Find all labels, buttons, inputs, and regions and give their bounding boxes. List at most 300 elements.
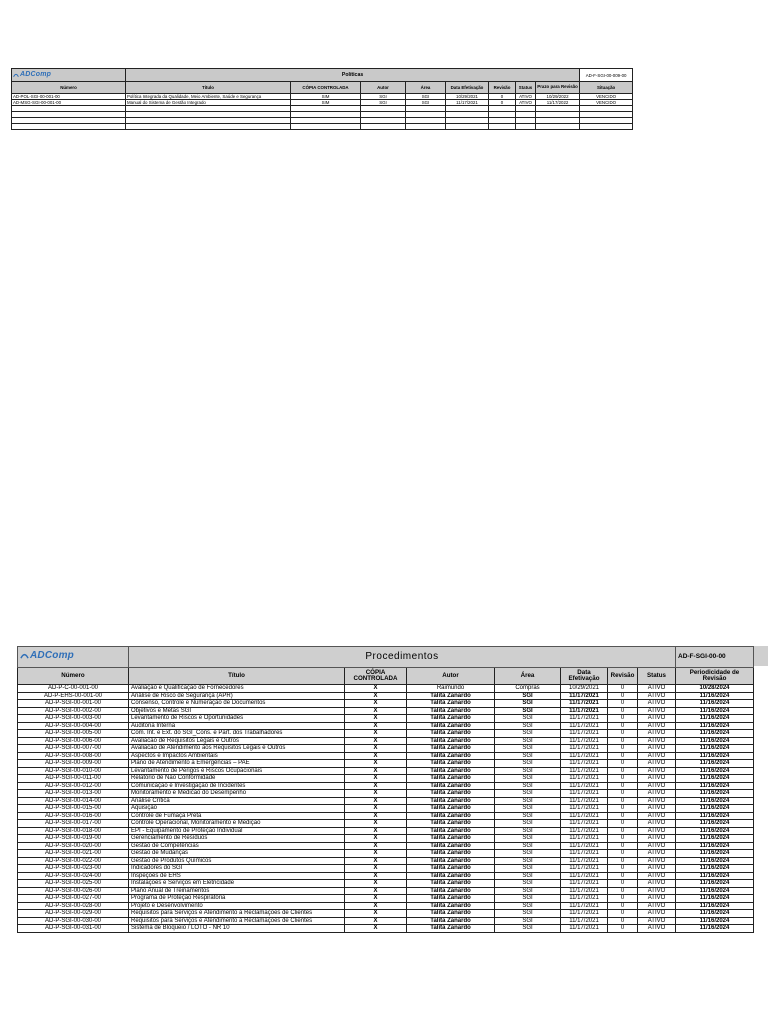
table-cell: 0 [608, 820, 638, 828]
table-cell: 0 [608, 707, 638, 715]
table-cell: 11/16/2024 [676, 842, 754, 850]
table-cell: Talita Zanardo [407, 872, 495, 880]
table-cell: 11/17/2021 [561, 760, 608, 768]
table-cell: AD-P-SGI-00-017-00 [18, 820, 129, 828]
col-titulo: Título [126, 82, 291, 94]
table-cell: X [345, 737, 407, 745]
table-cell: 0 [608, 805, 638, 813]
table-cell: AD-P-SGI-00-013-00 [18, 790, 129, 798]
table-cell: 11/17/2022 [536, 100, 580, 106]
table-row [18, 775, 754, 783]
table-cell: AD-P-SGI-00-003-00 [18, 715, 129, 723]
table-cell: 11/16/2024 [676, 715, 754, 723]
table-row [18, 827, 754, 835]
table-cell: 0 [608, 722, 638, 730]
table-cell: 0 [608, 752, 638, 760]
table-cell: SGI [495, 917, 561, 925]
table-cell: X [345, 842, 407, 850]
empty-cell [580, 124, 633, 130]
politicas-logo-cell [12, 69, 126, 82]
table-row [18, 685, 754, 693]
table-cell: ATIVO [638, 752, 676, 760]
table-cell: 0 [608, 827, 638, 835]
procedimentos-body [18, 685, 754, 933]
col-data-efetivacao: Data Efetivação [446, 82, 489, 94]
table-cell: ATIVO [638, 775, 676, 783]
table-cell: ATIVO [638, 842, 676, 850]
table-cell: ATIVO [638, 857, 676, 865]
table-cell: 11/16/2024 [676, 887, 754, 895]
table-cell: SGI [495, 857, 561, 865]
table-cell: Sistema de Bloqueio / LOTO - NR 10 [129, 925, 345, 933]
table-cell: Gestão de Produtos Químicos [129, 857, 345, 865]
table-cell: 11/16/2024 [676, 895, 754, 903]
table-cell: 11/17/2021 [561, 812, 608, 820]
table-cell: Talita Zanardo [407, 910, 495, 918]
table-cell: 11/16/2024 [676, 745, 754, 753]
table-cell: X [345, 917, 407, 925]
table-row [18, 692, 754, 700]
table-cell: 11/17/2021 [561, 752, 608, 760]
table-cell: X [345, 715, 407, 723]
table-cell: X [345, 865, 407, 873]
table-cell: SGI [495, 842, 561, 850]
table-cell: SGI [495, 887, 561, 895]
table-cell: ATIVO [638, 730, 676, 738]
table-cell: Talita Zanardo [407, 730, 495, 738]
table-cell: ATIVO [638, 685, 676, 693]
table-cell: ATIVO [638, 917, 676, 925]
table-cell: ATIVO [638, 745, 676, 753]
table-cell: 11/17/2021 [561, 872, 608, 880]
col-area: Área [406, 82, 446, 94]
table-cell: X [345, 745, 407, 753]
table-cell: Talita Zanardo [407, 812, 495, 820]
table-row [18, 797, 754, 805]
col-prazo-revisao: Prazo para Revisão [536, 82, 580, 94]
table-cell: ATIVO [638, 700, 676, 708]
table-cell: Talita Zanardo [407, 902, 495, 910]
procedimentos-doc-code: AD-F-SGI-00-00 [676, 647, 754, 668]
table-row [18, 805, 754, 813]
table-cell: SGI [495, 737, 561, 745]
table-cell: AD-P-SGI-00-021-00 [18, 850, 129, 858]
table-cell: Talita Zanardo [407, 887, 495, 895]
table-cell: AD-P-SGI-00-009-00 [18, 760, 129, 768]
table-cell: AD-P-SGI-00-002-00 [18, 707, 129, 715]
table-cell: 11/17/2021 [561, 767, 608, 775]
table-cell: VENCIDO [580, 94, 633, 100]
procedimentos-header-row [18, 668, 754, 685]
table-cell: Talita Zanardo [407, 715, 495, 723]
table-cell: AD-P-SGI-00-019-00 [18, 835, 129, 843]
table-row [18, 722, 754, 730]
table-cell: Talita Zanardo [407, 917, 495, 925]
table-cell: 11/16/2024 [676, 917, 754, 925]
procedimentos-title: Procedimentos [129, 647, 676, 668]
table-cell: SGI [495, 730, 561, 738]
table-cell: 11/17/2021 [561, 895, 608, 903]
table-row [18, 737, 754, 745]
table-cell: X [345, 692, 407, 700]
table-row [18, 872, 754, 880]
table-cell: 10/29/2021 [561, 685, 608, 693]
table-cell: SGI [495, 745, 561, 753]
table-cell: 0 [608, 700, 638, 708]
table-cell: Gerenciamento de Resíduos [129, 835, 345, 843]
table-cell: SIM [291, 94, 361, 100]
procedimentos-logo-cell [18, 647, 129, 668]
table-cell: Talita Zanardo [407, 722, 495, 730]
empty-cell [406, 124, 446, 130]
table-cell: Gestão de Competências [129, 842, 345, 850]
table-cell: 0 [489, 100, 516, 106]
table-cell: 11/17/2021 [561, 835, 608, 843]
table-cell: Talita Zanardo [407, 865, 495, 873]
table-cell: Talita Zanardo [407, 835, 495, 843]
col-data-efetivacao: Data Efetivação [561, 668, 608, 685]
table-cell: Talita Zanardo [407, 692, 495, 700]
table-cell: AD-P-SGI-00-005-00 [18, 730, 129, 738]
table-row [18, 745, 754, 753]
table-cell: SGI [495, 715, 561, 723]
table-cell: Indicadores do SGI [129, 865, 345, 873]
table-cell: 11/16/2024 [676, 910, 754, 918]
table-cell: 11/16/2024 [676, 767, 754, 775]
table-cell: 11/16/2024 [676, 737, 754, 745]
table-cell: Talita Zanardo [407, 707, 495, 715]
col-periodicidade-revisao: Periodicidade de Revisão [676, 668, 754, 685]
table-cell: 11/16/2024 [676, 752, 754, 760]
table-cell: 11/16/2024 [676, 722, 754, 730]
table-cell: AD-P-SGI-00-022-00 [18, 857, 129, 865]
table-cell: AD-P-SGI-00-018-00 [18, 827, 129, 835]
table-cell: VENCIDO [580, 100, 633, 106]
table-cell: Talita Zanardo [407, 797, 495, 805]
procedimentos-table [17, 646, 754, 933]
table-cell: 0 [608, 887, 638, 895]
table-cell: 11/17/2021 [561, 730, 608, 738]
table-cell: Consenso, Controle e Numeração de Documentos [129, 700, 345, 708]
table-cell: Análise de Risco de Segurança (APR) [129, 692, 345, 700]
table-cell: 0 [608, 850, 638, 858]
table-cell: Talita Zanardo [407, 805, 495, 813]
table-cell: Política Integrada da Qualidade, Meio Ambiente, Saúde e Segurança [126, 94, 291, 100]
table-cell: 0 [608, 692, 638, 700]
table-cell: Talita Zanardo [407, 745, 495, 753]
table-cell: 11/17/2021 [561, 842, 608, 850]
table-cell: 11/16/2024 [676, 782, 754, 790]
table-cell: SGI [406, 94, 446, 100]
col-status: Status [638, 668, 676, 685]
table-cell: X [345, 685, 407, 693]
table-cell: 11/17/2021 [561, 692, 608, 700]
table-cell: AD-P-SGI-00-016-00 [18, 812, 129, 820]
table-cell: 11/17/2021 [561, 902, 608, 910]
table-row [18, 865, 754, 873]
table-cell: ATIVO [638, 895, 676, 903]
table-cell: Avaliacao de Atendimento aos Requisitos Legais e Outros [129, 745, 345, 753]
table-row [18, 790, 754, 798]
table-cell: SGI [361, 94, 406, 100]
adcomp-logo-icon [20, 651, 29, 660]
table-cell: SGI [495, 895, 561, 903]
table-cell: AD-P-C-00-001-00 [18, 685, 129, 693]
table-cell: 11/17/2021 [561, 745, 608, 753]
table-cell: 11/16/2024 [676, 775, 754, 783]
table-cell: Levantamento de Perigos e Riscos Ocupacionais [129, 767, 345, 775]
table-cell: 11/17/2021 [561, 857, 608, 865]
table-cell: Talita Zanardo [407, 850, 495, 858]
table-cell: 11/17/2021 [446, 100, 489, 106]
table-cell: 0 [608, 835, 638, 843]
table-cell: Talita Zanardo [407, 857, 495, 865]
table-row [18, 707, 754, 715]
table-cell: Talita Zanardo [407, 700, 495, 708]
table-cell: 11/17/2021 [561, 715, 608, 723]
table-cell: 0 [608, 895, 638, 903]
empty-cell [489, 124, 516, 130]
table-cell: 11/16/2024 [676, 790, 754, 798]
table-cell: ATIVO [638, 812, 676, 820]
table-cell: Controle Operacional, Monitoramento e Medição [129, 820, 345, 828]
table-cell: Instalações e Serviços em Eletricidade [129, 880, 345, 888]
table-cell: 11/17/2021 [561, 790, 608, 798]
table-cell: 11/16/2024 [676, 730, 754, 738]
table-cell: 10/29/2022 [536, 94, 580, 100]
table-cell: SGI [495, 835, 561, 843]
table-row [18, 887, 754, 895]
table-cell: 0 [608, 760, 638, 768]
logo-text: ADComp [20, 71, 52, 78]
col-copia-controlada: CÓPIA CONTROLADA [291, 82, 361, 94]
table-cell: 11/17/2021 [561, 880, 608, 888]
table-cell: X [345, 812, 407, 820]
table-cell: X [345, 887, 407, 895]
table-cell: 11/16/2024 [676, 827, 754, 835]
table-cell: SGI [495, 722, 561, 730]
table-cell: 11/16/2024 [676, 865, 754, 873]
table-cell: Levantamento de Riscos e Oportunidades [129, 715, 345, 723]
table-cell: AD-P-SGI-00-001-00 [18, 700, 129, 708]
table-row [18, 880, 754, 888]
table-row [18, 902, 754, 910]
table-cell: X [345, 782, 407, 790]
col-autor: Autor [361, 82, 406, 94]
table-cell: ATIVO [638, 827, 676, 835]
table-cell: SGI [495, 872, 561, 880]
table-cell: 11/17/2021 [561, 782, 608, 790]
table-cell: SGI [495, 850, 561, 858]
empty-cell [446, 124, 489, 130]
table-cell: X [345, 707, 407, 715]
table-cell: 0 [608, 767, 638, 775]
table-cell: 10/28/2024 [676, 685, 754, 693]
table-cell: 11/16/2024 [676, 805, 754, 813]
table-cell: ATIVO [638, 782, 676, 790]
table-cell: SGI [495, 760, 561, 768]
table-cell: SGI [495, 797, 561, 805]
table-cell: 11/16/2024 [676, 872, 754, 880]
empty-cell [126, 124, 291, 130]
table-cell: X [345, 925, 407, 933]
col-copia-controlada: CÓPIA CONTROLADA [345, 668, 407, 685]
table-cell: ATIVO [516, 94, 536, 100]
table-cell: 11/16/2024 [676, 880, 754, 888]
table-cell: Gestão de Mudanças [129, 850, 345, 858]
table-cell: Plano Anual de Treinamentos [129, 887, 345, 895]
table-cell: 11/17/2021 [561, 850, 608, 858]
table-cell: 11/17/2021 [561, 737, 608, 745]
table-row [18, 910, 754, 918]
table-cell: Avaliacao de Requisitos Legais e Outros [129, 737, 345, 745]
adcomp-logo-icon [13, 72, 19, 78]
procedimentos-title-row [18, 647, 754, 668]
table-cell: Avaliação e Qualificação de Fornecedores [129, 685, 345, 693]
table-cell: 11/17/2021 [561, 865, 608, 873]
table-cell: Programa de Proteção Respiratória [129, 895, 345, 903]
table-cell: AD-P-SGI-00-025-00 [18, 880, 129, 888]
table-cell: 0 [608, 737, 638, 745]
table-cell: Requisitos para Serviços e Atendimento a Reclamações de Clientes [129, 910, 345, 918]
col-numero: Número [18, 668, 129, 685]
table-cell: Aspectos e Impactos Ambientais [129, 752, 345, 760]
table-cell: SGI [495, 902, 561, 910]
table-cell: 0 [608, 782, 638, 790]
table-cell: SGI [495, 805, 561, 813]
table-cell: ATIVO [638, 887, 676, 895]
table-cell: X [345, 902, 407, 910]
table-cell: 11/16/2024 [676, 835, 754, 843]
table-cell: Talita Zanardo [407, 925, 495, 933]
table-cell: AD-P-SGI-00-007-00 [18, 745, 129, 753]
politicas-title-row [12, 69, 633, 82]
table-cell: SGI [495, 827, 561, 835]
table-cell: 0 [608, 715, 638, 723]
table-cell: AD-P-SGI-00-015-00 [18, 805, 129, 813]
table-cell: X [345, 857, 407, 865]
table-cell: X [345, 767, 407, 775]
table-cell: X [345, 880, 407, 888]
table-cell: 11/17/2021 [561, 910, 608, 918]
col-status: Status [516, 82, 536, 94]
table-cell: 11/17/2021 [561, 820, 608, 828]
table-cell: Talita Zanardo [407, 790, 495, 798]
table-cell: Objetivos e Metas SGI [129, 707, 345, 715]
table-cell: ATIVO [638, 760, 676, 768]
politicas-header-row [12, 82, 633, 94]
table-cell: 0 [489, 94, 516, 100]
politicas-doc-code: AD-F-SGI-00-009-00 [580, 69, 633, 82]
table-cell: ATIVO [638, 835, 676, 843]
politicas-table [11, 68, 633, 130]
table-cell: 0 [608, 925, 638, 933]
table-cell: SGI [495, 925, 561, 933]
table-cell: 11/16/2024 [676, 760, 754, 768]
table-cell: Manual do Sistema de Gestão Integrado [126, 100, 291, 106]
table-cell: SGI [495, 767, 561, 775]
table-cell: Plano de Atendimento a Emergências – PAE [129, 760, 345, 768]
table-cell: AD-P-SGI-00-012-00 [18, 782, 129, 790]
table-cell: 0 [608, 797, 638, 805]
table-cell: Aquisição [129, 805, 345, 813]
table-cell: SGI [495, 700, 561, 708]
table-cell: 0 [608, 730, 638, 738]
col-numero: Número [12, 82, 126, 94]
table-cell: 0 [608, 880, 638, 888]
table-cell: ATIVO [638, 707, 676, 715]
table-cell: Talita Zanardo [407, 737, 495, 745]
politicas-title: Políticas [126, 69, 580, 82]
table-cell: 11/16/2024 [676, 925, 754, 933]
table-cell: X [345, 775, 407, 783]
empty-row [12, 124, 633, 130]
table-cell: ATIVO [638, 722, 676, 730]
table-cell: Monitoramento e Medicao do Desempenho [129, 790, 345, 798]
table-row [18, 752, 754, 760]
table-cell: 11/17/2021 [561, 700, 608, 708]
table-cell: 11/17/2021 [561, 917, 608, 925]
table-cell: ATIVO [638, 850, 676, 858]
table-cell: SGI [495, 707, 561, 715]
table-cell: SGI [495, 865, 561, 873]
table-cell: Talita Zanardo [407, 842, 495, 850]
col-revisao: Revisão [489, 82, 516, 94]
table-cell: 11/16/2024 [676, 700, 754, 708]
table-cell: 0 [608, 902, 638, 910]
table-cell: Projeto e Desenvolvimento [129, 902, 345, 910]
table-cell: SGI [495, 880, 561, 888]
table-cell: ATIVO [638, 790, 676, 798]
table-cell: ATIVO [638, 767, 676, 775]
table-cell: AD-P-SGI-00-011-00 [18, 775, 129, 783]
table-cell: X [345, 730, 407, 738]
empty-cell [361, 124, 406, 130]
table-cell: Compras [495, 685, 561, 693]
table-cell: ATIVO [638, 925, 676, 933]
table-cell: 0 [608, 857, 638, 865]
table-cell: ATIVO [638, 805, 676, 813]
table-row [18, 835, 754, 843]
table-cell: ATIVO [638, 902, 676, 910]
table-cell: AD-MSG-SGI-00-001-00 [12, 100, 126, 106]
table-cell: Talita Zanardo [407, 895, 495, 903]
table-cell: X [345, 820, 407, 828]
table-cell: ATIVO [638, 872, 676, 880]
table-row [18, 857, 754, 865]
table-cell: 11/17/2021 [561, 707, 608, 715]
table-cell: Análise Crítica [129, 797, 345, 805]
table-cell: ATIVO [638, 910, 676, 918]
table-cell: Relatório de Não Conformidade [129, 775, 345, 783]
table-cell: X [345, 797, 407, 805]
table-cell: 11/17/2021 [561, 722, 608, 730]
table-cell: SGI [495, 782, 561, 790]
table-cell: Talita Zanardo [407, 827, 495, 835]
table-cell: X [345, 805, 407, 813]
table-cell: X [345, 752, 407, 760]
table-cell: AD-P-SGI-00-031-00 [18, 925, 129, 933]
table-cell: SGI [495, 790, 561, 798]
table-cell: 10/29/2021 [446, 94, 489, 100]
table-cell: AD-P-SGI-00-004-00 [18, 722, 129, 730]
table-cell: ATIVO [516, 100, 536, 106]
table-cell: X [345, 722, 407, 730]
table-cell: AD-P-SGI-00-006-00 [18, 737, 129, 745]
col-situacao: Situação [580, 82, 633, 94]
table-cell: SGI [361, 100, 406, 106]
table-cell: 0 [608, 917, 638, 925]
